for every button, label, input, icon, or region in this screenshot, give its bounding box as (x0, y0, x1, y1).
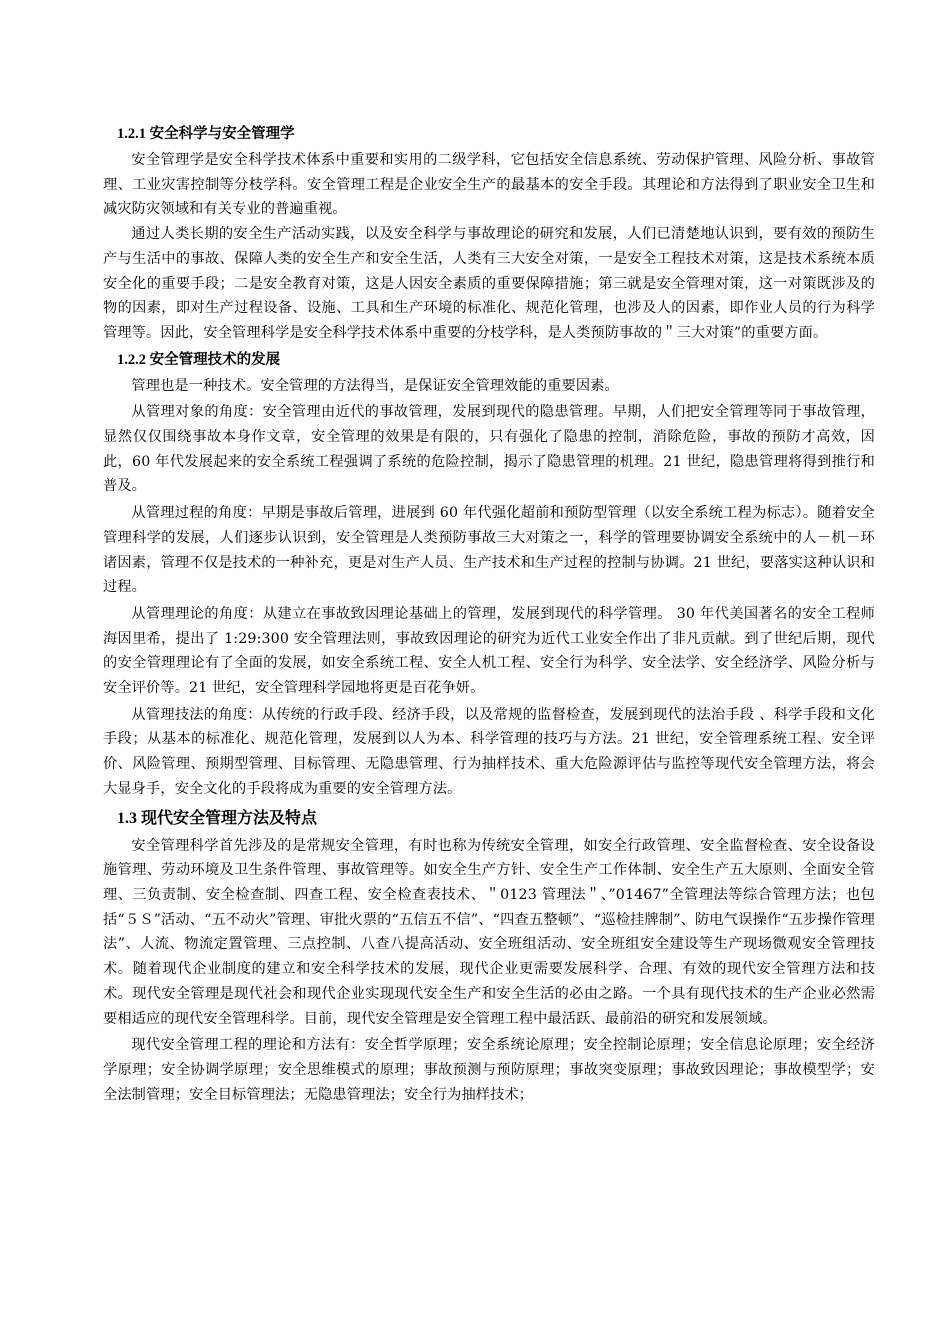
paragraph: 通过人类长期的安全生产活动实践，以及安全科学与事故理论的研究和发展，人们已清楚地认识到，要有效的预防生产与生活中的事故、保障人类的安全生产和安全生活，人类有三大安全对策，一是安全工程技术对策，这是技术系统本质安全化的重要手段；二是安全教育对策，这是人因安全素质的重要保障措施；第三就是安全管理对策，这一对策既涉及的物的因素，即对生产过程设备、设施、工具和生产环境的标准化、规范化管理，也涉及人的因素，即作业人员的行为科学管理等。因此，安全管理科学是安全科学技术体系中重要的分枝学科，是人类预防事故的＂三大对策”的重要方面。 (103, 226, 875, 341)
paragraph: 安全管理科学首先涉及的是常规安全管理，有时也称为传统安全管理，如安全行政管理、安全监督检查、安全设备设施管理、劳动环境及卫生条件管理、事故管理等。如安全生产方针、安全生产工作体制、安全生产五大原则、全面安全管理、三负责制、安全检查制、四查工程、安全检查表技术、＂0123 管理法＂、”01467”全管理法等综合管理方法；也包括“５Ｓ”活动、“五不动火”管理、审批火票的“五信五不信”、“四查五整顿”、“巡检挂牌制”、防电气误操作“五步操作管理法”、人流、物流定置管理、三点控制、八查八提高活动、安全班组活动、安全班组安全建设等生产现场微观安全管理技术。随着现代企业制度的建立和安全科学技术的发展，现代企业更需要发展科学、合理、有效的现代安全管理方法和技术。现代安全管理是现代社会和现代企业实现现代安全生产和安全生活的必由之路。一个具有现代技术的生产企业必然需要相适应的现代安全管理科学。目前，现代安全管理是安全管理工程中最活跃、最前沿的研究和发展领域。 (103, 837, 875, 1027)
document-page (103, 120, 875, 1107)
paragraph: 安全管理学是安全科学技术体系中重要和实用的二级学科，它包括安全信息系统、劳动保护管理、风险分析、事故管理、工业灾害控制等分枝学科。安全管理工程是企业安全生产的最基本的安全手段。其理论和方法得到了职业安全卫生和减灾防灾领域和有关专业的普遍重视。 (103, 152, 875, 218)
paragraph: 从管理理论的角度：从建立在事故致因理论基础上的管理，发展到现代的科学管理。 30 年代美国著名的安全工程师海因里希，提出了 1:29:300 安全管理法则，事故致因理论的研究为近代工业安全作出了非凡贡献。到了世纪后期，现代的安全管理理论有了全面的发展，如安全系统工程、安全人机工程、安全行为科学、安全法学、安全经济学、风险分析与安全评价等。21 世纪，安全管理科学园地将更是百花争妍。 (103, 605, 875, 697)
paragraph: 现代安全管理工程的理论和方法有：安全哲学原理；安全系统论原理；安全控制论原理；安全信息论原理；安全经济学原理；安全协调学原理；安全思维模式的原理；事故预测与预防原理；事故突变原理；事故致因理论；事故模型学；安全法制管理；安全目标管理法；无隐患管理法；安全行为抽样技术； (103, 1037, 875, 1103)
paragraph: 管理也是一种技术。安全管理的方法得当，是保证安全管理效能的重要因素。 (131, 377, 619, 394)
section-heading-1-2-2: 1.2.2 安全管理技术的发展 (117, 351, 281, 368)
paragraph: 从管理过程的角度：早期是事故后管理，进展到 60 年代强化超前和预防型管理（以安全系统工程为标志）。随着安全管理科学的发展，人们逐步认识到，安全管理是人类预防事故三大对策之一，科学的管理要协调安全系统中的人－机－环诸因素，管理不仅是技术的一种补充，更是对生产人员、生产技术和生产过程的控制与协调。21 世纪，要落实这种认识和过程。 (103, 505, 875, 596)
section-heading-1-3: 1.3 现代安全管理方法及特点 (117, 809, 318, 827)
section-heading-1-2-1: 1.2.1 安全科学与安全管理学 (117, 126, 295, 142)
paragraph: 从管理对象的角度：安全管理由近代的事故管理，发展到现代的隐患管理。早期，人们把安全管理等同于事故管理，显然仅仅围绕事故本身作文章，安全管理的效果是有限的，只有强化了隐患的控制，消除危险，事故的预防才高效，因此，60 年代发展起来的安全系统工程强调了系统的危险控制，揭示了隐患管理的机理。21 世纪，隐患管理将得到推行和普及。 (103, 404, 875, 495)
paragraph: 从管理技法的角度：从传统的行政手段、经济手段，以及常规的监督检查，发展到现代的法治手段 、科学手段和文化手段；从基本的标准化、规范化管理，发展到以人为本、科学管理的技巧与方法。21 世纪，安全管理系统工程、安全评价、风险管理、预期型管理、目标管理、无隐患管理、行为抽样技术、重大危险源评估与监控等现代安全管理方法，将会大显身手，安全文化的手段将成为重要的安全管理方法。 (103, 706, 875, 797)
